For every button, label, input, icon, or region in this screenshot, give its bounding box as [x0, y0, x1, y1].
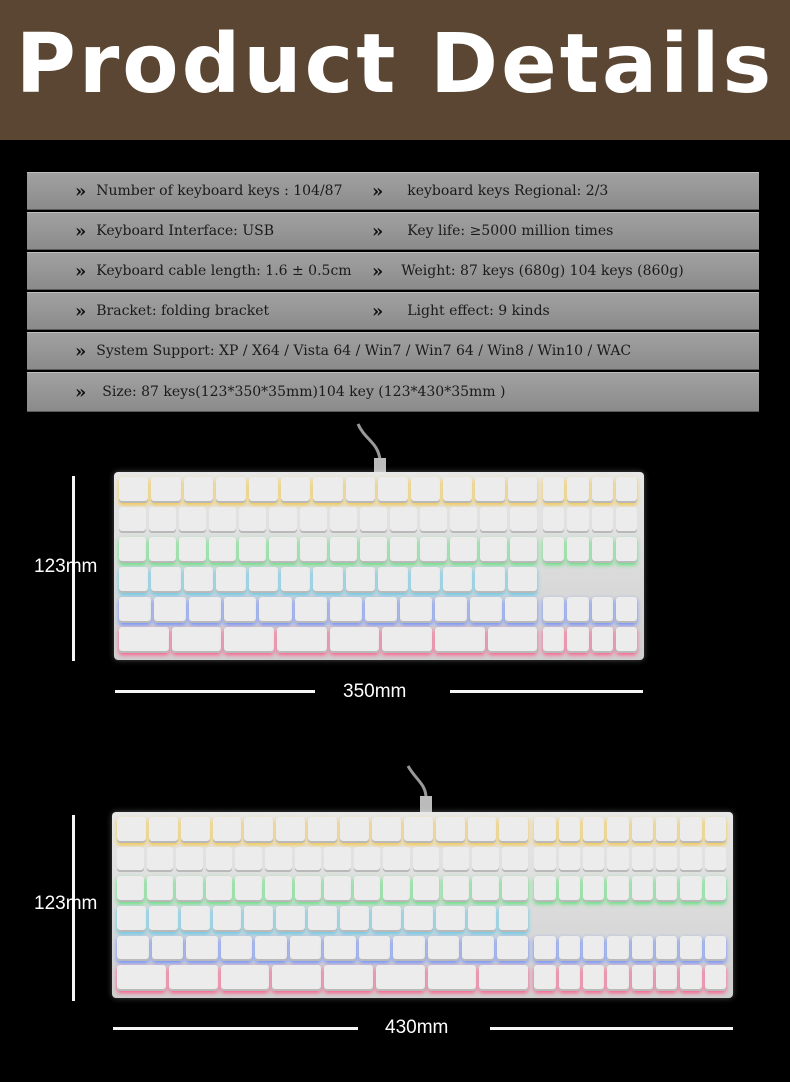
keycap — [443, 477, 472, 503]
keycap — [239, 537, 266, 563]
keycap — [269, 537, 296, 563]
keycap — [705, 817, 726, 843]
keycap — [616, 627, 637, 653]
keycap — [277, 627, 327, 653]
keycap — [382, 627, 432, 653]
spec-table — [27, 172, 759, 414]
spec-left — [75, 252, 352, 290]
keycap — [616, 537, 637, 563]
keycap — [583, 876, 604, 902]
keycap — [462, 936, 494, 962]
usb-cable-icon — [396, 762, 456, 814]
keycap — [376, 965, 425, 991]
keycap — [543, 537, 564, 563]
width-dimension-line — [490, 1027, 733, 1030]
keycap — [413, 876, 440, 902]
keycap — [235, 876, 262, 902]
width-dimension-line — [115, 690, 315, 693]
spec-text: keyboard keys Regional: 2/3 — [407, 183, 609, 199]
keycap — [354, 847, 381, 873]
keycap — [295, 597, 327, 623]
keycap — [428, 936, 460, 962]
keycap — [592, 537, 613, 563]
double-chevron-right-icon: » — [75, 381, 87, 403]
keycap — [592, 597, 613, 623]
keycap — [705, 847, 726, 873]
keycap — [616, 597, 637, 623]
double-chevron-right-icon: » — [75, 260, 87, 282]
keycap — [300, 537, 327, 563]
keycap — [656, 847, 677, 873]
keycap — [281, 477, 310, 503]
keycap — [119, 567, 148, 593]
keycap — [119, 627, 169, 653]
keycap — [346, 477, 375, 503]
keycap — [543, 477, 564, 503]
double-chevron-right-icon: » — [75, 180, 87, 202]
keycap — [534, 817, 555, 843]
keycap — [186, 936, 218, 962]
keycap — [259, 597, 291, 623]
keycap — [181, 817, 210, 843]
keycap — [502, 847, 529, 873]
keycap — [276, 817, 305, 843]
keyboard-87-image — [114, 472, 644, 660]
keycap — [265, 847, 292, 873]
spec-left — [75, 172, 343, 210]
keycap — [450, 537, 477, 563]
spec-text: Weight: 87 keys (680g) 104 keys (860g) — [401, 263, 684, 279]
keycap — [360, 507, 387, 533]
spec-left — [75, 372, 506, 412]
keycap — [151, 567, 180, 593]
keycap — [592, 477, 613, 503]
keycap — [340, 906, 369, 932]
keycap — [378, 567, 407, 593]
keycap — [632, 847, 653, 873]
keycap — [119, 507, 146, 533]
spec-text: Key life: ≥5000 million times — [407, 223, 614, 239]
keycap — [705, 936, 726, 962]
keycap — [184, 567, 213, 593]
keycap — [181, 906, 210, 932]
width-dimension-line — [113, 1027, 358, 1030]
keycap — [249, 567, 278, 593]
double-chevron-right-icon: » — [75, 220, 87, 242]
keycap — [436, 906, 465, 932]
keycap — [365, 597, 397, 623]
spec-text: Keyboard cable length: 1.6 ± 0.5cm — [96, 263, 352, 279]
keycap — [543, 627, 564, 653]
keycap — [176, 847, 203, 873]
keycap — [390, 507, 417, 533]
keycap — [149, 817, 178, 843]
keycap — [330, 597, 362, 623]
keycap — [502, 876, 529, 902]
keycap — [472, 847, 499, 873]
keycap — [346, 567, 375, 593]
keyboard-104-image — [112, 812, 733, 998]
keycap — [411, 477, 440, 503]
spec-right — [372, 252, 684, 290]
keycap — [583, 965, 604, 991]
keycap — [235, 847, 262, 873]
usb-cable-icon — [340, 420, 400, 476]
keycap — [497, 936, 529, 962]
keycap — [559, 965, 580, 991]
spec-text: Number of keyboard keys : 104/87 — [96, 183, 343, 199]
keycap — [616, 507, 637, 533]
keycap — [324, 936, 356, 962]
keycap — [313, 567, 342, 593]
keycap — [239, 507, 266, 533]
keycap — [172, 627, 222, 653]
keycap — [147, 876, 174, 902]
spec-left — [75, 292, 269, 330]
keycap — [428, 965, 477, 991]
keycap — [656, 817, 677, 843]
keycap — [510, 507, 537, 533]
keycap — [534, 936, 555, 962]
keycap — [117, 936, 149, 962]
keycap — [450, 507, 477, 533]
keycap — [510, 537, 537, 563]
spec-row — [27, 212, 759, 250]
spec-text: System Support: XP / X64 / Vista 64 / Win7 / Win7 64 / Win8 / Win10 / WAC — [96, 343, 632, 359]
spec-text: Light effect: 9 kinds — [407, 303, 550, 319]
keycap — [189, 597, 221, 623]
keycap — [330, 507, 357, 533]
keycap — [475, 567, 504, 593]
keycap — [176, 876, 203, 902]
keycap — [117, 847, 144, 873]
keycap — [632, 876, 653, 902]
keycap — [534, 965, 555, 991]
keycap — [119, 477, 148, 503]
keycap — [583, 936, 604, 962]
keycap — [680, 936, 701, 962]
spec-right — [372, 292, 550, 330]
width-dimension-line — [450, 690, 643, 693]
keycap — [117, 906, 146, 932]
keycap — [117, 817, 146, 843]
keycap — [468, 906, 497, 932]
keycap — [224, 627, 274, 653]
keycap — [607, 876, 628, 902]
keycap — [383, 876, 410, 902]
keycap — [117, 876, 144, 902]
keycap — [499, 817, 528, 843]
keycap — [656, 876, 677, 902]
keycap — [224, 597, 256, 623]
double-chevron-right-icon: » — [372, 300, 384, 322]
keycap — [244, 906, 273, 932]
keycap — [313, 477, 342, 503]
page-title: Product Details — [15, 17, 775, 112]
keycap — [420, 507, 447, 533]
keycap — [559, 847, 580, 873]
keycap — [324, 965, 373, 991]
keycap — [592, 507, 613, 533]
keycap — [179, 537, 206, 563]
keycap — [475, 477, 504, 503]
spec-row — [27, 252, 759, 290]
spec-right — [372, 212, 613, 250]
keycap — [184, 477, 213, 503]
width-label: 430mm — [385, 1017, 449, 1038]
keycap — [300, 507, 327, 533]
spec-left — [75, 212, 274, 250]
double-chevron-right-icon: » — [372, 260, 384, 282]
width-label: 350mm — [343, 681, 407, 702]
keycap — [149, 507, 176, 533]
keycap — [705, 876, 726, 902]
keycap — [330, 627, 380, 653]
keycap — [543, 507, 564, 533]
spec-row — [27, 372, 759, 412]
keycap — [480, 537, 507, 563]
keycap — [265, 876, 292, 902]
spec-row — [27, 292, 759, 330]
keycap — [295, 847, 322, 873]
keycap — [559, 817, 580, 843]
keycap — [607, 847, 628, 873]
keycap — [272, 965, 321, 991]
double-chevron-right-icon: » — [75, 340, 87, 362]
keycap — [508, 477, 537, 503]
keycap — [705, 965, 726, 991]
keycap — [583, 817, 604, 843]
keycap — [680, 965, 701, 991]
keycap — [393, 936, 425, 962]
keycap — [216, 567, 245, 593]
keycap — [404, 906, 433, 932]
keycap — [390, 537, 417, 563]
keycap — [404, 817, 433, 843]
keycap — [117, 965, 166, 991]
keycap — [411, 567, 440, 593]
double-chevron-right-icon: » — [75, 300, 87, 322]
keycap — [119, 537, 146, 563]
keycap — [656, 965, 677, 991]
keycap — [255, 936, 287, 962]
keycap — [149, 906, 178, 932]
keycap — [443, 567, 472, 593]
keycap — [147, 847, 174, 873]
keycap — [213, 906, 242, 932]
keycap — [567, 627, 588, 653]
keycap — [354, 876, 381, 902]
keycap — [213, 817, 242, 843]
keycap — [616, 477, 637, 503]
keycap — [295, 876, 322, 902]
keycap — [359, 936, 391, 962]
keycap — [340, 817, 369, 843]
keycap — [468, 817, 497, 843]
keycap — [324, 876, 351, 902]
keycap — [470, 597, 502, 623]
height-label: 123mm — [34, 556, 98, 577]
keycap — [209, 507, 236, 533]
keycap — [372, 906, 401, 932]
keycap — [534, 876, 555, 902]
keycap — [308, 817, 337, 843]
keycap — [480, 507, 507, 533]
keycap — [216, 477, 245, 503]
double-chevron-right-icon: » — [372, 180, 384, 202]
spec-text: Size: 87 keys(123*350*35mm)104 key (123*430*35mm ) — [102, 384, 506, 400]
keycap — [632, 936, 653, 962]
keycap — [488, 627, 538, 653]
keycap — [559, 936, 580, 962]
keycap — [479, 965, 528, 991]
keycap — [324, 847, 351, 873]
keycap — [559, 876, 580, 902]
keycap — [281, 567, 310, 593]
keycap — [499, 906, 528, 932]
keycap — [443, 876, 470, 902]
keycap — [508, 567, 537, 593]
keycap — [276, 906, 305, 932]
keycap — [269, 507, 296, 533]
keycap — [209, 537, 236, 563]
keycap — [607, 817, 628, 843]
keycap — [249, 477, 278, 503]
keycap — [567, 537, 588, 563]
keycap — [206, 847, 233, 873]
double-chevron-right-icon: » — [372, 220, 384, 242]
keycap — [244, 817, 273, 843]
keycap — [152, 936, 184, 962]
keycap — [607, 936, 628, 962]
keycap — [567, 597, 588, 623]
keycap — [435, 627, 485, 653]
keycap — [632, 817, 653, 843]
keycap — [680, 847, 701, 873]
keycap — [534, 847, 555, 873]
keycap — [680, 817, 701, 843]
keycap — [330, 537, 357, 563]
keycap — [206, 876, 233, 902]
keycap — [472, 876, 499, 902]
keycap — [583, 847, 604, 873]
spec-row — [27, 172, 759, 210]
keycap — [607, 965, 628, 991]
keycap — [221, 965, 270, 991]
keycap — [632, 965, 653, 991]
spec-text: Keyboard Interface: USB — [96, 223, 275, 239]
keycap — [290, 936, 322, 962]
keycap — [413, 847, 440, 873]
keycap — [119, 597, 151, 623]
keycap — [443, 847, 470, 873]
spec-right — [372, 172, 608, 210]
spec-text: Bracket: folding bracket — [96, 303, 270, 319]
keycap — [308, 906, 337, 932]
keycap — [680, 876, 701, 902]
keycap — [169, 965, 218, 991]
keycap — [567, 477, 588, 503]
keycap — [656, 936, 677, 962]
keycap — [436, 817, 465, 843]
keycap — [420, 537, 447, 563]
keycap — [360, 537, 387, 563]
keycap — [221, 936, 253, 962]
keycap — [567, 507, 588, 533]
keycap — [435, 597, 467, 623]
header-banner — [0, 0, 790, 140]
keycap — [179, 507, 206, 533]
keycap — [149, 537, 176, 563]
keycap — [592, 627, 613, 653]
keycap — [383, 847, 410, 873]
keycap — [372, 817, 401, 843]
keycap — [154, 597, 186, 623]
spec-left — [75, 332, 631, 370]
keycap — [505, 597, 537, 623]
height-label: 123mm — [34, 893, 98, 914]
spec-row — [27, 332, 759, 370]
keycap — [378, 477, 407, 503]
keycap — [400, 597, 432, 623]
keycap — [151, 477, 180, 503]
keycap — [543, 597, 564, 623]
